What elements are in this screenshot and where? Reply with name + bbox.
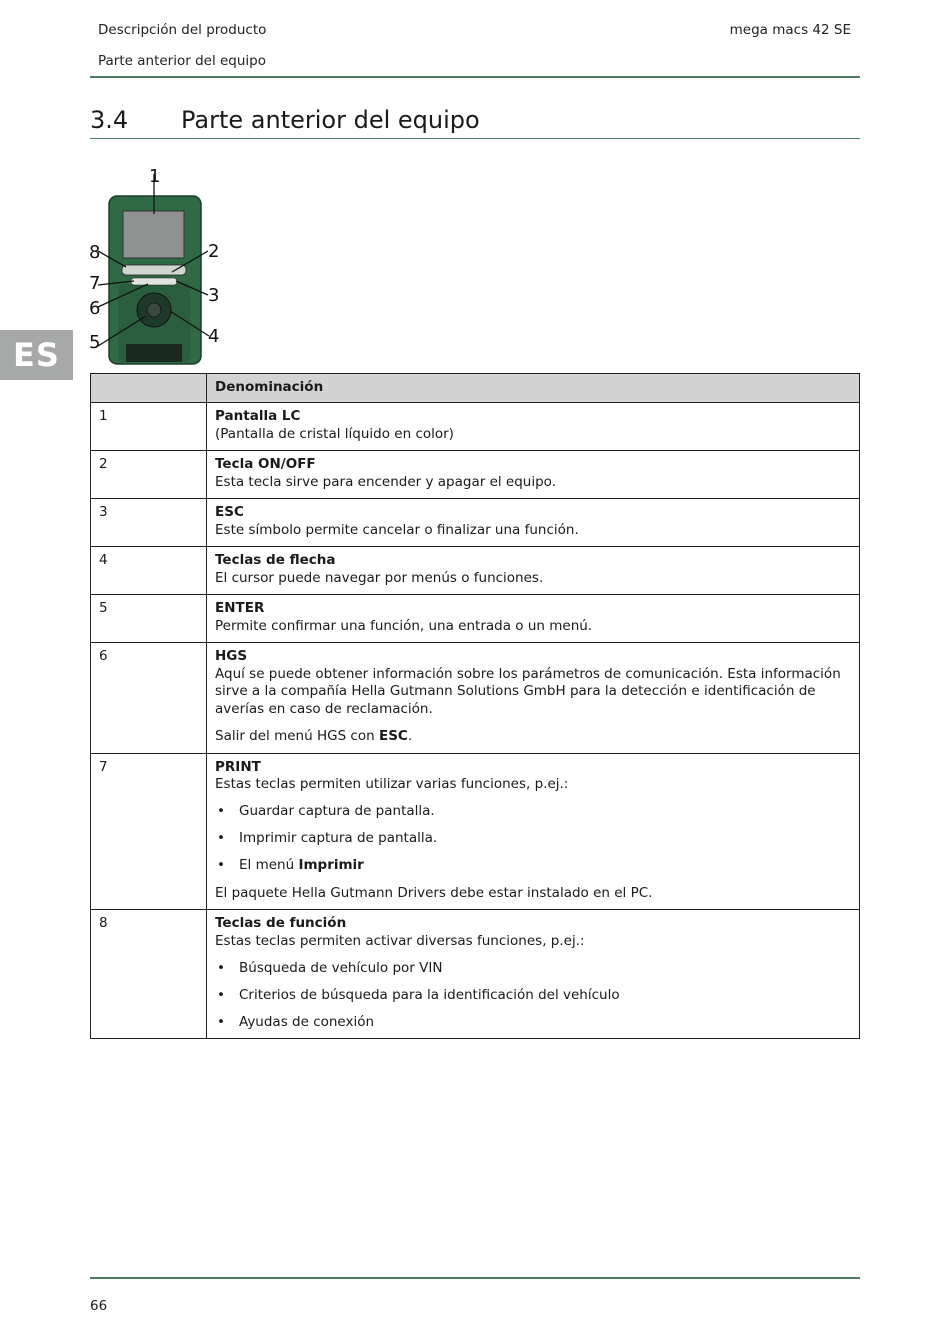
- print-esc-keys: [131, 278, 177, 285]
- bullet-item: • Guardar captura de pantalla.: [215, 803, 851, 821]
- enter-key: [147, 303, 161, 317]
- row-description: [207, 753, 860, 910]
- row-text: Estas teclas permiten utilizar varias funciones, p.ej.:: [215, 776, 569, 792]
- row-note: El paquete Hella Gutmann Drivers debe estar instalado en el PC.: [215, 884, 653, 901]
- table-header-row: [91, 374, 860, 403]
- row-title: PRINT: [215, 758, 261, 775]
- row-note: [215, 728, 851, 746]
- note-end: .: [407, 728, 413, 744]
- row-description: [207, 451, 860, 499]
- bullet-item: • Criterios de búsqueda para la identificación del vehículo: [215, 987, 851, 1005]
- bullet-list: [215, 960, 851, 1032]
- row-number: 8: [91, 910, 207, 1039]
- table-row: [91, 499, 860, 547]
- callout-2: 2: [208, 241, 220, 262]
- bullet-bold: Imprimir: [298, 857, 364, 873]
- bullet-list: [215, 803, 851, 875]
- device-front-figure: [86, 164, 226, 368]
- row-text: Aquí se puede obtener información sobre los parámetros de comunicación. Esta información sirve a la compañía Hella Gutmann Solutions GmbH para la detección e identificación de averías en caso de reclamación.: [215, 665, 841, 717]
- bullet-item: [215, 857, 851, 875]
- row-number: 4: [91, 547, 207, 595]
- row-title: ENTER: [215, 600, 265, 616]
- row-title: Teclas de función: [215, 915, 347, 931]
- callout-8: 8: [89, 242, 101, 263]
- row-text: El cursor puede navegar por menús o funciones.: [215, 569, 544, 586]
- row-title: Tecla ON/OFF: [215, 456, 316, 472]
- table-row: [91, 547, 860, 595]
- row-description: [207, 595, 860, 643]
- device-screen: [123, 211, 184, 258]
- bullet-item: • Búsqueda de vehículo por VIN: [215, 960, 851, 978]
- header-rule: [90, 76, 860, 78]
- header-denomination-cell: Denominación: [207, 374, 860, 403]
- row-text: Este símbolo permite cancelar o finalizar una función.: [215, 521, 579, 538]
- row-description: [207, 910, 860, 1039]
- header-product: mega macs 42 SE: [729, 22, 851, 38]
- note-bold: ESC: [378, 728, 408, 744]
- bullet-item: • Ayudas de conexión: [215, 1014, 851, 1032]
- row-title: Pantalla LC: [215, 408, 301, 424]
- table-row: [91, 643, 860, 754]
- row-number: 6: [91, 643, 207, 754]
- row-text: Esta tecla sirve para encender y apagar el equipo.: [215, 473, 556, 490]
- section-title: Parte anterior del equipo: [181, 106, 480, 134]
- table-row: [91, 595, 860, 643]
- row-title: HGS: [215, 648, 248, 664]
- footer-rule: [90, 1277, 860, 1279]
- language-tab: ES: [0, 330, 73, 380]
- page-number: 66: [90, 1298, 108, 1314]
- table-row: [91, 451, 860, 499]
- row-number: 1: [91, 403, 207, 451]
- callout-3: 3: [208, 285, 220, 306]
- bullet-text: El menú: [239, 857, 299, 873]
- row-number: 3: [91, 499, 207, 547]
- row-title: Teclas de flecha: [215, 552, 336, 568]
- row-description: [207, 547, 860, 595]
- callout-6: 6: [89, 298, 101, 319]
- component-table: [90, 373, 860, 1039]
- table-row: [91, 403, 860, 451]
- callout-5: 5: [89, 332, 101, 353]
- section-heading: [90, 106, 860, 139]
- row-number: 2: [91, 451, 207, 499]
- row-description: [207, 499, 860, 547]
- section-number: 3.4: [90, 106, 129, 134]
- device-base: [126, 344, 182, 362]
- note-text: Salir del menú HGS con: [215, 728, 379, 744]
- row-title: ESC: [215, 504, 244, 520]
- callout-1: 1: [149, 166, 161, 187]
- row-text: (Pantalla de cristal líquido en color): [215, 425, 454, 442]
- callout-7: 7: [89, 273, 101, 294]
- row-number: 7: [91, 753, 207, 910]
- table-row: [91, 753, 860, 910]
- header-number-cell: [91, 374, 207, 403]
- row-description: [207, 403, 860, 451]
- row-description: [207, 643, 860, 754]
- row-number: 5: [91, 595, 207, 643]
- callout-4: 4: [208, 326, 220, 347]
- bullet-item: • Imprimir captura de pantalla.: [215, 830, 851, 848]
- header-subsection: Parte anterior del equipo: [98, 53, 267, 69]
- row-text: Estas teclas permiten activar diversas funciones, p.ej.:: [215, 932, 585, 949]
- table-row: [91, 910, 860, 1039]
- header-section: Descripción del producto: [98, 22, 267, 38]
- row-text: Permite confirmar una función, una entrada o un menú.: [215, 617, 593, 634]
